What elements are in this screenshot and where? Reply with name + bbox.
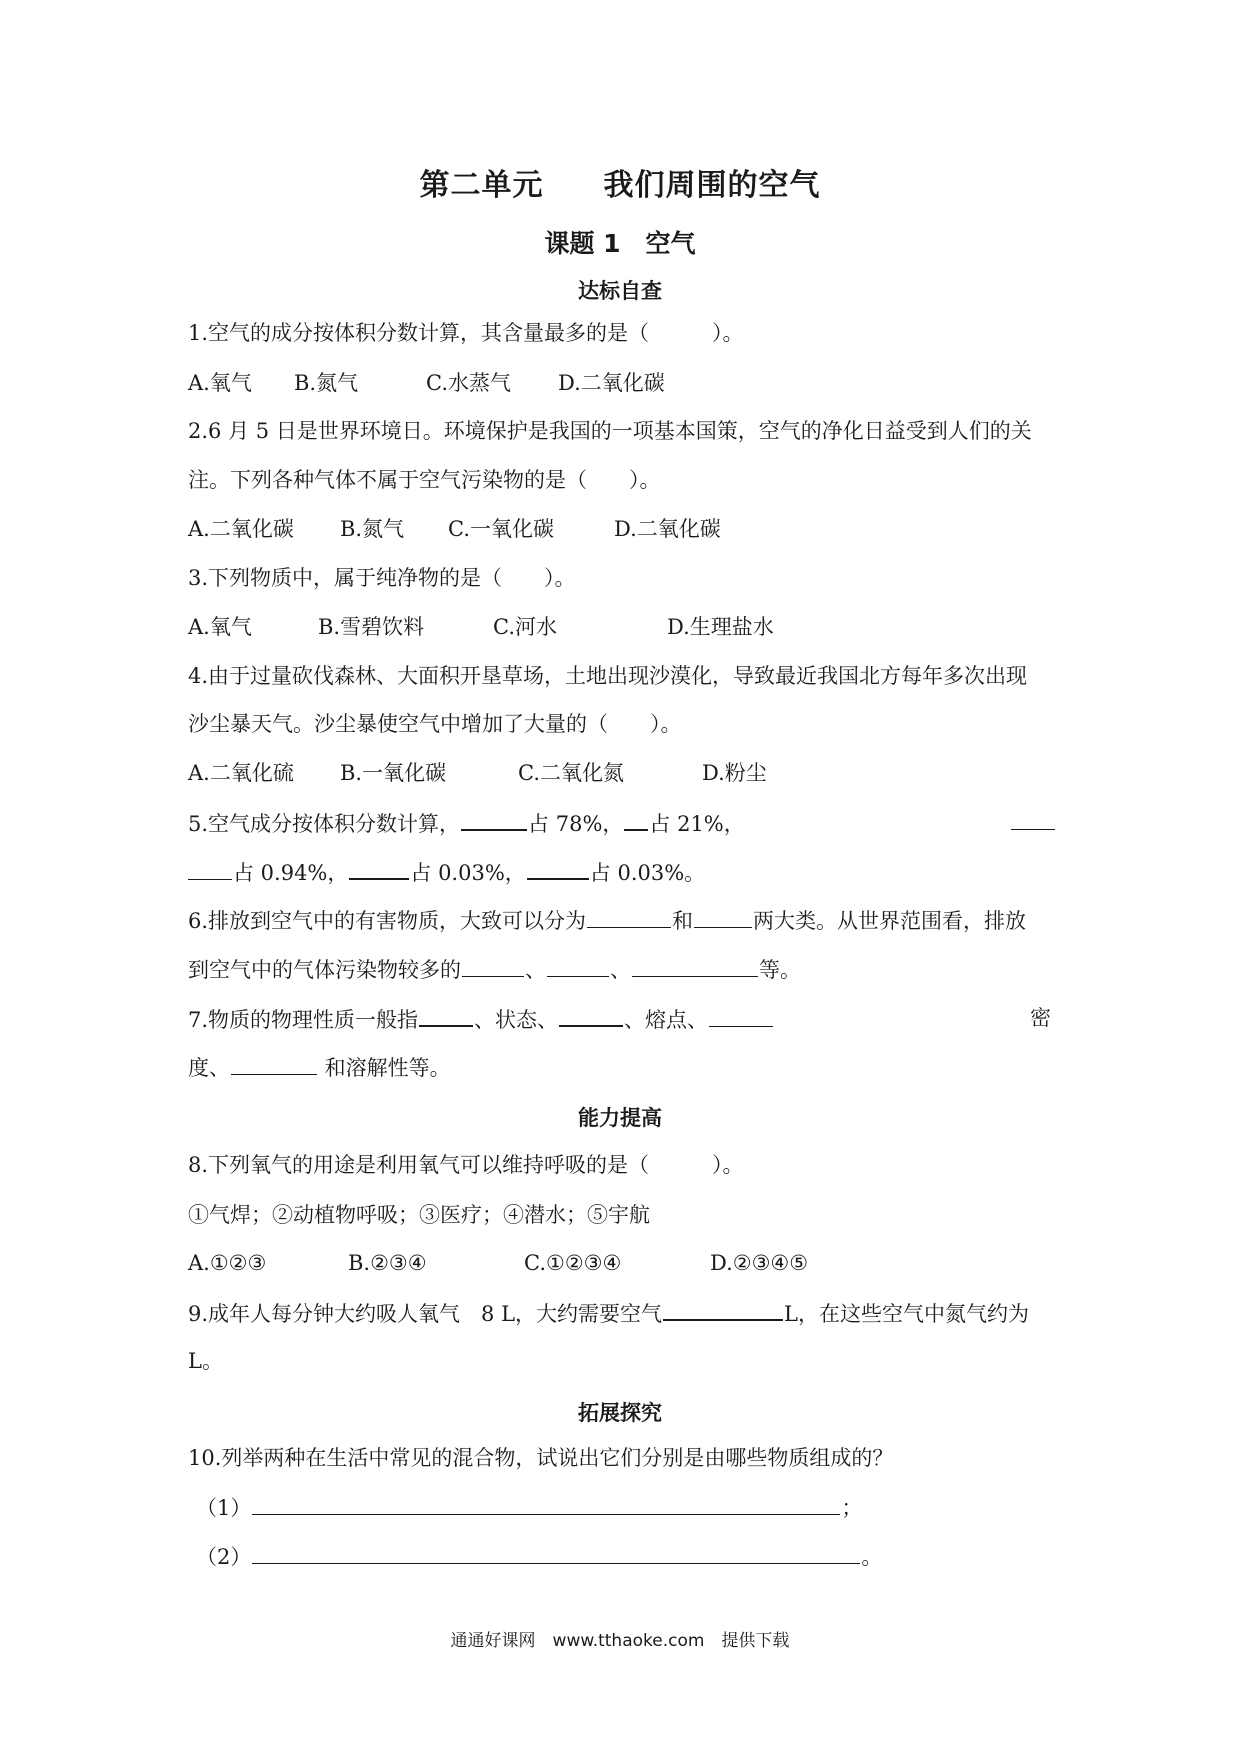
q8-option-a: A.①②③: [188, 1251, 267, 1275]
unit-title: [0, 160, 1240, 204]
q6-blank-4[interactable]: [547, 954, 609, 977]
q10-blank-1[interactable]: [252, 1492, 840, 1515]
q3-option-a: A.氧气: [188, 615, 252, 639]
q5-text-6: 占 0.03%。: [589, 861, 706, 885]
q5-blank-3-start[interactable]: [1010, 807, 1056, 838]
q7-blank-3[interactable]: [709, 1004, 773, 1027]
question-9-line2: L。: [188, 1349, 223, 1373]
q3-option-d: D.生理盐水: [667, 615, 774, 639]
section-heading-self-check: 达标自查: [578, 279, 662, 303]
q9-text-2: L，在这些空气中氮气约为: [784, 1302, 1029, 1326]
q5-blank-4[interactable]: [349, 856, 409, 880]
q6-text-2: 和: [672, 909, 694, 933]
q10-end-1: ；: [841, 1496, 863, 1520]
q8-option-d: D.②③④⑤: [710, 1251, 809, 1275]
q2-option-d: D.二氧化碳: [614, 517, 721, 541]
question-4-options: [188, 758, 767, 788]
q7-text-4: 密: [1030, 1006, 1051, 1030]
q7-blank-1[interactable]: [419, 1003, 473, 1027]
q4-option-d: D.粉尘: [702, 761, 767, 785]
q6-text-3: 两大类。从世界范围看，排放: [753, 909, 1027, 933]
q1-option-d: D.二氧化碳: [558, 371, 665, 395]
q6-text-5: 、: [525, 958, 546, 982]
q7-blank-2[interactable]: [559, 1003, 623, 1027]
unit-name: 我们周围的空气: [603, 168, 821, 203]
q6-blank-1[interactable]: [587, 905, 671, 928]
question-6-line1: [188, 905, 1026, 936]
section-heading-ability: 能力提高: [578, 1106, 662, 1130]
q5-text-2: 占 78%，: [528, 812, 624, 836]
question-6-line2: [188, 954, 801, 985]
q5-text-1: 5.空气成分按体积分数计算，: [188, 812, 461, 836]
q6-blank-2[interactable]: [694, 905, 752, 928]
q5-blank-2[interactable]: [624, 807, 648, 831]
q9-blank-1[interactable]: [663, 1297, 783, 1321]
q2-option-a: A.二氧化碳: [188, 517, 294, 541]
q8-option-c: C.①②③④: [524, 1251, 622, 1275]
q8-option-b: B.②③④: [348, 1251, 427, 1275]
q3-option-b: B.雪碧饮料: [318, 615, 425, 639]
question-10-answer-1: [196, 1492, 862, 1523]
footer-credit: 通通好课网 www.tthaoke.com 提供下载: [450, 1631, 790, 1651]
q5-blank-3-end[interactable]: [188, 857, 232, 880]
q1-option-c: C.水蒸气: [426, 371, 511, 395]
question-10-stem: 10.列举两种在生活中常见的混合物，试说出它们分别是由哪些物质组成的？: [188, 1446, 894, 1470]
q6-blank-5[interactable]: [632, 954, 758, 977]
question-7-line2: [188, 1052, 451, 1083]
question-2-stem-line2: 注。下列各种气体不属于空气污染物的是（ ）。: [188, 468, 661, 492]
q5-text-5: 占 0.03%，: [410, 861, 526, 885]
q2-option-c: C.一氧化碳: [448, 517, 554, 541]
question-7-line1: [188, 1003, 774, 1035]
question-4-stem-line2: 沙尘暴天气。沙尘暴使空气中增加了大量的（ ）。: [188, 712, 682, 736]
question-2-options: [188, 514, 721, 544]
question-8-options: [188, 1248, 808, 1278]
question-3-stem: 3.下列物质中，属于纯净物的是（ ）。: [188, 566, 576, 590]
question-5-line2: [188, 856, 705, 888]
section-heading-extension: 拓展探究: [578, 1401, 662, 1425]
q4-option-b: B.一氧化碳: [340, 761, 447, 785]
question-3-options: [188, 612, 774, 642]
q7-text-1: 7.物质的物理性质一般指: [188, 1008, 419, 1032]
q9-text-1: 9.成年人每分钟大约吸人氧气 8 L，大约需要空气: [188, 1302, 663, 1326]
unit-number: 第二单元: [419, 168, 544, 203]
q7-blank-4[interactable]: [231, 1052, 317, 1075]
question-5-line1: [188, 807, 745, 839]
q10-end-2: 。: [861, 1545, 883, 1569]
q7-text-5: 度、: [188, 1056, 230, 1080]
q6-text-4: 到空气中的气体污染物较多的: [188, 958, 461, 982]
question-8-stem: 8.下列氧气的用途是利用氧气可以维持呼吸的是（ ）。: [188, 1153, 744, 1177]
q6-blank-3[interactable]: [462, 954, 524, 977]
q5-text-3: 占 21%，: [649, 812, 745, 836]
q7-text-2: 、状态、: [474, 1008, 559, 1032]
q10-label-2: （2）: [196, 1545, 252, 1569]
q4-option-a: A.二氧化硫: [188, 761, 294, 785]
q6-text-6: 、: [610, 958, 631, 982]
q5-blank-1[interactable]: [461, 807, 527, 831]
q4-option-c: C.二氧化氮: [518, 761, 624, 785]
q6-text-7: 等。: [759, 958, 801, 982]
q5-blank-5[interactable]: [527, 856, 589, 880]
question-10-answer-2: [196, 1541, 882, 1572]
question-4-stem-line1: 4.由于过量砍伐森林、大面积开垦草场，土地出现沙漠化，导致最近我国北方每年多次出现: [188, 664, 1028, 688]
q5-text-4: 占 0.94%，: [233, 861, 349, 885]
question-9-line1: [188, 1297, 1029, 1329]
question-1-stem: 1.空气的成分按体积分数计算，其含量最多的是（ ）。: [188, 321, 744, 345]
question-1-options: [188, 368, 665, 398]
question-2-stem-line1: 2.6 月 5 日是世界环境日。环境保护是我国的一项基本国策，空气的净化日益受到人们的关: [188, 419, 1032, 443]
q3-option-c: C.河水: [493, 615, 557, 639]
q10-label-1: （1）: [196, 1496, 252, 1520]
lesson-title: 课题 1 空气: [544, 229, 696, 258]
q6-text-1: 6.排放到空气中的有害物质，大致可以分为: [188, 909, 587, 933]
q10-blank-2[interactable]: [252, 1541, 860, 1564]
q1-option-a: A.氧气: [188, 371, 252, 395]
q7-text-6: 和溶解性等。: [318, 1056, 451, 1080]
q1-option-b: B.氮气: [294, 371, 359, 395]
q2-option-b: B.氮气: [340, 517, 405, 541]
question-8-items: ①气焊；②动植物呼吸；③医疗；④潜水；⑤宇航: [188, 1203, 650, 1227]
q7-text-3: 、熔点、: [624, 1008, 709, 1032]
